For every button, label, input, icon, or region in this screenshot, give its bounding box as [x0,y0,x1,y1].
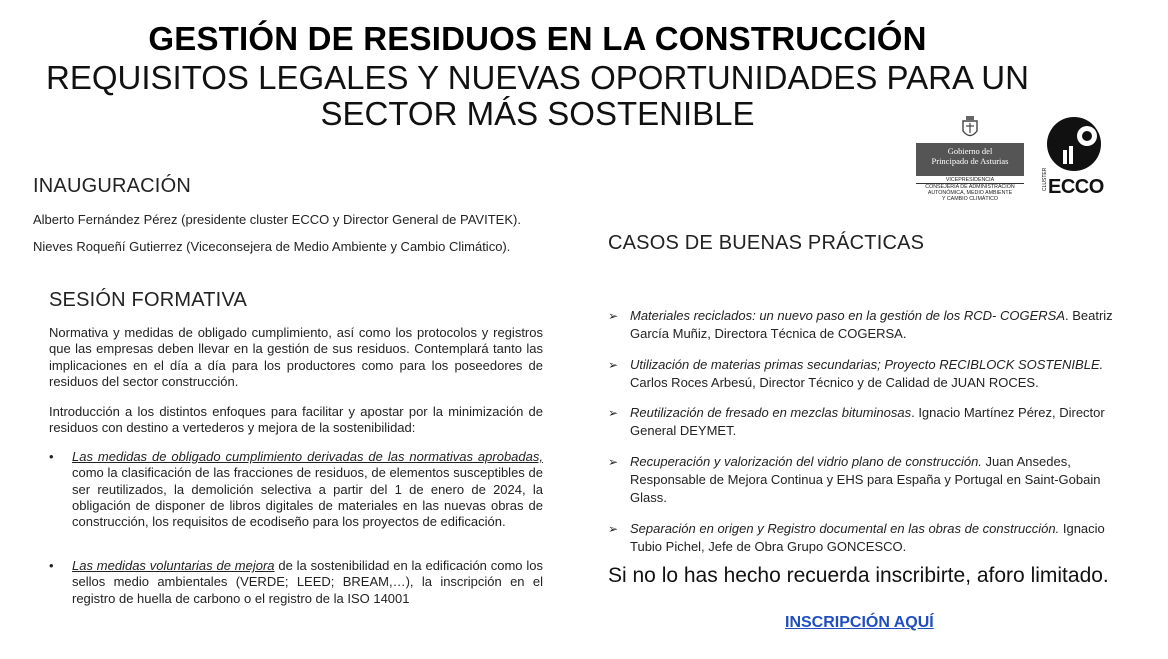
cluster-ecco-logo [1043,116,1109,198]
caso-title: Materiales reciclados: un nuevo paso en la gestión de los RCD- COGERSA [630,308,1065,323]
page-title: GESTIÓN DE RESIDUOS EN LA CONSTRUCCIÓN [148,20,927,57]
casos-heading: CASOS DE BUENAS PRÁCTICAS [608,232,925,254]
list-item-text [72,558,543,607]
caso-speaker: Ignacio Tubio Pichel, Jefe de Obra Grupo GONCESCO. [630,521,1105,554]
bullet-icon: • [49,449,54,464]
caso-title: Recuperación y valorización del vidrio plano de construcción. [630,454,982,469]
coat-of-arms-icon [961,116,979,140]
sesion-paragraph: Normativa y medidas de obligado cumplimiento, así como los protocolos y registros que las empresas deben llevar en la gestión de sus residuos. Contemplará tanto las implicaciones en el día a día para los productores como para los poseedores de residuos del sector construcción. [49,325,543,389]
registration-reminder: Si no lo has hecho recuerda inscribirte, aforo limitado. [608,564,1109,587]
list-item-rest: de la sostenibilidad en la edificación como los sellos medio ambientales (VERDE; LEED; BREAM,…), la inscripción en el registro de huella de carbono o el registro de la ISO 14001 [72,558,543,606]
sesion-formativa-heading: SESIÓN FORMATIVA [49,289,248,311]
inauguracion-heading: INAUGURACIÓN [33,175,191,197]
government-line-5: AUTONÓMICA, MEDIO AMBIENTE [927,190,1013,196]
cluster-small-label: CLUSTER [1042,167,1048,191]
caso-speaker: . Beatriz García Muñiz, Directora Técnica de COGERSA. [630,308,1113,341]
bullet-icon: • [49,558,54,573]
arrow-bullet-icon: ➢ [608,309,619,323]
government-line-1: Gobierno del [947,146,993,156]
cluster-name: ECCO [1048,176,1104,198]
sesion-paragraph: Introducción a los distintos enfoques para facilitar y apostar por la minimización de residuos con destino a vertederos y mejora de la sostenibilidad: [49,404,543,436]
caso-title: Separación en origen y Registro documental en las obras de construcción. [630,521,1060,536]
arrow-bullet-icon: ➢ [608,406,619,420]
list-item-rest: como la clasificación de las fracciones de residuos, de elementos susceptibles de ser reutilizados, la demolición selectiva a partir del 1 de enero de 2024, la obligación de disponer de libros digitales de materiales en las nuevas obras de construcción, los requisitos de ecodiseño para los proyectos de edificación. [72,465,543,530]
caso-text [630,356,1126,392]
signup-link[interactable]: INSCRIPCIÓN AQUÍ [785,614,934,631]
government-line-2: Principado de Asturias [931,156,1009,166]
inauguracion-speaker: Alberto Fernández Pérez (presidente cluster ECCO y Director General de PAVITEK). [33,212,521,227]
caso-text [630,307,1126,343]
caso-text [630,404,1126,440]
caso-speaker: Juan Ansedes, Responsable de Mejora Continua y EHS para España y Portugal en Saint-Gobain Glass. [630,454,1101,505]
caso-title: Reutilización de fresado en mezclas bituminosas [630,405,912,420]
government-logo [914,116,1026,202]
government-name-box [916,143,1024,176]
caso-speaker: . Ignacio Martínez Pérez, Director General DEYMET. [630,405,1105,438]
inauguracion-speaker: Nieves Roqueñí Gutierrez (Viceconsejera de Medio Ambiente y Cambio Climático). [33,239,511,254]
list-item-lead: Las medidas de obligado cumplimiento derivadas de las normativas aprobadas, [72,449,543,464]
government-line-4: CONSEJERÍA DE ADMINISTRACIÓN [925,184,1015,190]
list-item-text [72,449,543,530]
list-item-lead: Las medidas voluntarias de mejora [72,558,275,573]
caso-text [630,520,1126,556]
cluster-mark-icon [1043,116,1109,172]
government-line-6: Y CAMBIO CLIMÁTICO [941,196,999,202]
arrow-bullet-icon: ➢ [608,358,619,372]
government-line-3: VICEPRESIDENCIA [945,177,995,183]
caso-speaker: Carlos Roces Arbesú, Director Técnico y de Calidad de JUAN ROCES. [630,375,1039,390]
page-subtitle: REQUISITOS LEGALES Y NUEVAS OPORTUNIDADES PARA UN SECTOR MÁS SOSTENIBLE [46,59,1029,132]
arrow-bullet-icon: ➢ [608,455,619,469]
caso-text [630,453,1126,507]
caso-title: Utilización de materias primas secundarias; Proyecto RECIBLOCK SOSTENIBLE. [630,357,1104,372]
arrow-bullet-icon: ➢ [608,522,619,536]
